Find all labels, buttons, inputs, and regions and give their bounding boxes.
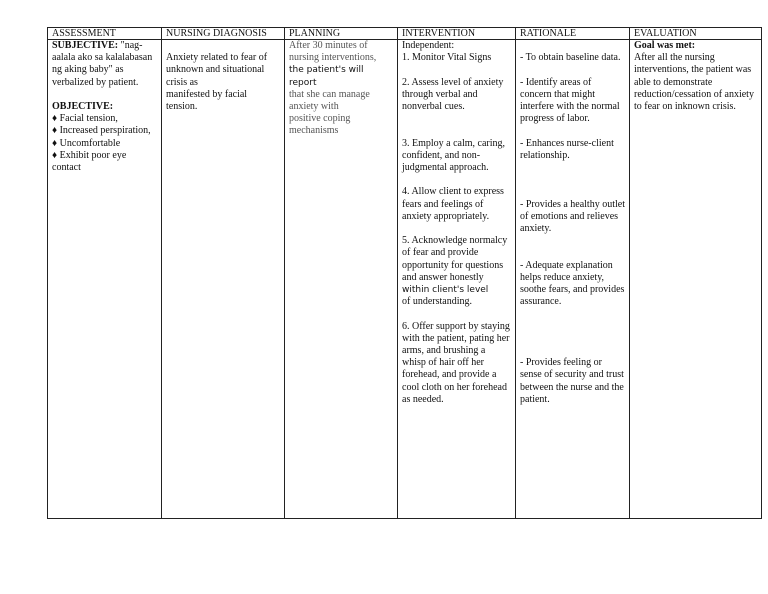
- rationale-item: - Identify areas of concern that might interfere with the normal progress of labor.: [520, 76, 620, 125]
- rationale-item: - Provides feeling or sense of security and trust between the nurse and the patient.: [520, 357, 624, 405]
- subjective-text: "nag-aalala ako sa kalalabasan ng aking baby" as verbalized by patient.: [52, 40, 153, 88]
- intervention-item: 1. Monitor Vital Signs: [402, 52, 492, 64]
- intervention-item: 5. Acknowledge normalcy of fear and provide opportunity for questions and answer honestly: [402, 235, 508, 283]
- header-assessment: ASSESSMENT: [48, 28, 162, 40]
- nursing-care-plan-table: [47, 27, 762, 519]
- evaluation-text: After all the nursing interventions, the patient was able to demonstrate reduction/cessation of anxiety to fear on inknown crisis.: [634, 52, 754, 113]
- objective-item: ♦ Increased perspiration,: [52, 125, 151, 137]
- objective-item: ♦ Exhibit poor eye contact: [52, 149, 127, 174]
- intervention-item-tail: of understanding.: [402, 296, 472, 308]
- intervention-item: 4. Allow client to express fears and feelings of anxiety appropriately.: [402, 186, 504, 222]
- planning-line: positive coping mechanisms: [289, 113, 351, 137]
- intervention-cell: [398, 40, 516, 519]
- intervention-label: Independent:: [402, 40, 455, 51]
- header-row: [48, 28, 762, 40]
- evaluation-goal-label: Goal was met:: [634, 40, 696, 51]
- header-intervention: INTERVENTION: [398, 28, 516, 40]
- objective-item: ♦ Uncomfortable: [52, 137, 121, 149]
- objective-item: ♦ Facial tension,: [52, 113, 118, 125]
- assessment-cell: [48, 40, 162, 519]
- diagnosis-line: manifested by facial tension.: [166, 88, 248, 112]
- header-planning: PLANNING: [285, 28, 398, 40]
- intervention-item-tail: within client's level: [402, 284, 489, 295]
- subjective-label: SUBJECTIVE:: [52, 40, 119, 51]
- rationale-item: - To obtain baseline data.: [520, 52, 621, 64]
- planning-line: the patient's will report: [289, 65, 364, 88]
- rationale-item: - Adequate explanation helps reduce anxiety, soothe fears, and provides assurance.: [520, 259, 625, 308]
- planning-cell: [285, 40, 398, 519]
- planning-line: that she can manage anxiety with: [289, 88, 370, 113]
- planning-line: After 30 minutes of nursing interventions,: [289, 40, 377, 64]
- header-nursing-diagnosis: NURSING DIAGNOSIS: [162, 28, 285, 40]
- intervention-item: 6. Offer support by staying with the patient, pating her arms, and brushing a whisp of hair off her forehead, and provide a cool cloth on her forehead as needed.: [402, 320, 510, 405]
- rationale-item: - Provides a healthy outlet of emotions and relieves anxiety.: [520, 198, 625, 234]
- intervention-item: 2. Assess level of anxiety through verbal and nonverbal cues.: [402, 76, 504, 112]
- rationale-item: - Enhances nurse-client relationship.: [520, 137, 614, 161]
- rationale-cell: [516, 40, 630, 519]
- diagnosis-line: Anxiety related to fear of unknown and situational crisis as: [166, 52, 268, 88]
- content-row: [48, 40, 762, 519]
- objective-label: OBJECTIVE:: [52, 101, 114, 112]
- evaluation-cell: [630, 40, 762, 519]
- subjective-block: [52, 40, 157, 89]
- header-rationale: RATIONALE: [516, 28, 630, 40]
- intervention-item: 3. Employ a calm, caring, confident, and non-judgmental approach.: [402, 137, 506, 173]
- diagnosis-cell: [162, 40, 285, 519]
- header-evaluation: EVALUATION: [630, 28, 762, 40]
